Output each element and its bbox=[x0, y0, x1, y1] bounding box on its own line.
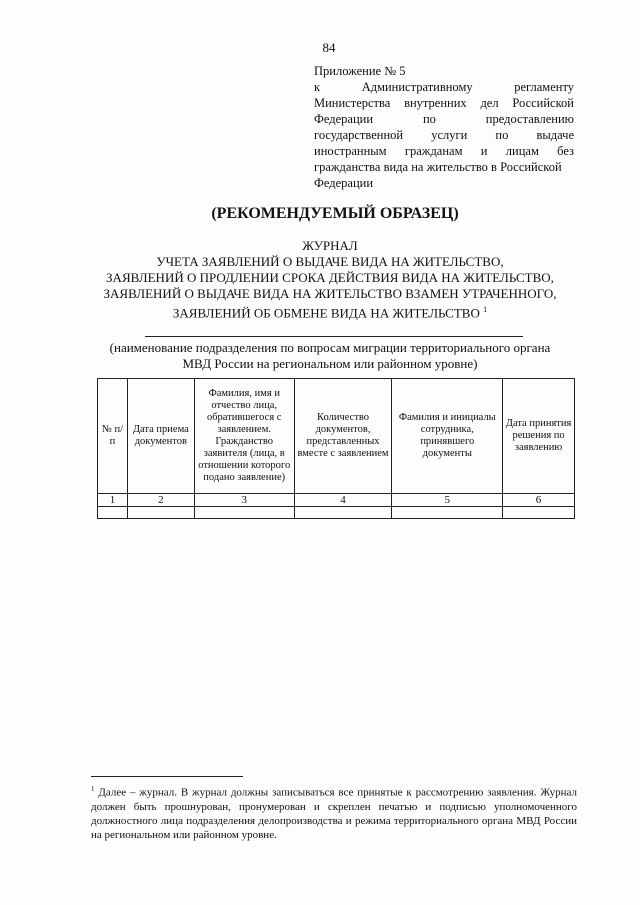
table-cell bbox=[194, 507, 294, 519]
column-header-number: № п/п bbox=[98, 379, 128, 494]
table-cell bbox=[98, 507, 128, 519]
column-number: 5 bbox=[392, 494, 503, 507]
register-table bbox=[97, 378, 575, 519]
table-row-empty bbox=[98, 507, 575, 519]
footnote-separator bbox=[91, 776, 243, 777]
journal-line-last bbox=[20, 302, 640, 321]
column-number: 2 bbox=[127, 494, 194, 507]
footnote-marker: 1 bbox=[91, 785, 95, 793]
appendix-line: к Административному регламенту bbox=[314, 80, 574, 94]
journal-title bbox=[0, 238, 640, 321]
department-caption bbox=[0, 340, 640, 372]
appendix-line: государственной услуги по выдаче bbox=[314, 128, 574, 142]
journal-line: УЧЕТА ЗАЯВЛЕНИЙ О ВЫДАЧЕ ВИДА НА ЖИТЕЛЬСТВО, bbox=[156, 254, 504, 269]
footnote-text: Далее – журнал. В журнал должны записываться все принятые к рассмотрению заявления. Журнал должен быть прошнурован, пронумерован и скреплен печатью и подписью уполномоченного должностного лица подразделения делопроизводства и режима территориального органа МВД России на региональном или районном уровне. bbox=[91, 786, 578, 841]
footnote-reference: 1 bbox=[483, 305, 488, 314]
appendix-line: гражданства вида на жительство в Российской bbox=[314, 160, 562, 174]
table-cell bbox=[127, 507, 194, 519]
journal-line: ЗАЯВЛЕНИЙ ОБ ОБМЕНЕ ВИДА НА ЖИТЕЛЬСТВО bbox=[172, 305, 480, 321]
department-caption-line: (наименование подразделения по вопросам миграции территориального органа bbox=[109, 340, 551, 355]
appendix-line: Министерства внутренних дел Российской bbox=[314, 96, 574, 110]
journal-line: ЗАЯВЛЕНИЙ О ПРОДЛЕНИИ СРОКА ДЕЙСТВИЯ ВИДА НА ЖИТЕЛЬСТВО, bbox=[106, 270, 554, 285]
sample-title: (РЕКОМЕНДУЕМЫЙ ОБРАЗЕЦ) bbox=[211, 205, 459, 222]
journal-line: ЗАЯВЛЕНИЙ О ВЫДАЧЕ ВИДА НА ЖИТЕЛЬСТВО ВЗАМЕН УТРАЧЕННОГО, bbox=[103, 286, 557, 301]
column-number: 6 bbox=[503, 494, 575, 507]
page-number: 84 bbox=[322, 40, 336, 55]
table-cell bbox=[294, 507, 392, 519]
column-number: 3 bbox=[194, 494, 294, 507]
department-caption-line: МВД России на региональном или районном уровне) bbox=[182, 356, 478, 371]
column-header-decision-date: Дата принятия решения по заявлению bbox=[503, 379, 575, 494]
appendix-line: Федерации по предоставлению bbox=[314, 112, 574, 126]
column-header-date-received: Дата приема документов bbox=[127, 379, 194, 494]
journal-heading: ЖУРНАЛ bbox=[302, 238, 358, 253]
appendix-block bbox=[314, 63, 574, 191]
table-cell bbox=[503, 507, 575, 519]
column-header-employee: Фамилия и инициалы сотрудника, принявшего документы bbox=[392, 379, 503, 494]
column-number: 4 bbox=[294, 494, 392, 507]
column-number: 1 bbox=[98, 494, 128, 507]
column-header-document-count: Количество документов, представленных вместе с заявлением bbox=[294, 379, 392, 494]
department-name-line bbox=[145, 336, 523, 337]
appendix-line: иностранным гражданам и лицам без bbox=[314, 144, 574, 158]
table-row-column-numbers bbox=[98, 494, 575, 507]
table-header-row bbox=[98, 379, 575, 494]
appendix-line: Федерации bbox=[314, 176, 374, 190]
table-cell bbox=[392, 507, 503, 519]
footnote bbox=[91, 782, 577, 842]
appendix-line: Приложение № 5 bbox=[314, 64, 406, 78]
column-header-applicant: Фамилия, имя и отчество лица, обратившегося с заявлением. Гражданство заявителя (лица, в отношении которого подано заявление) bbox=[194, 379, 294, 494]
